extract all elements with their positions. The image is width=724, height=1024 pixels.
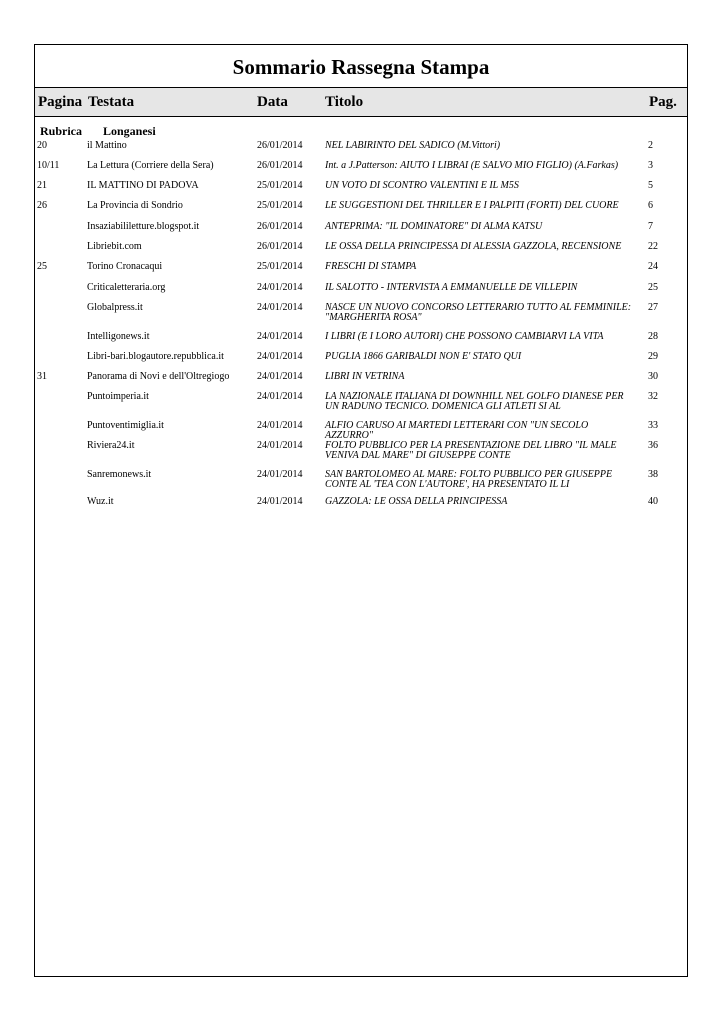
row-titolo: PUGLIA 1866 GARIBALDI NON E' STATO QUI <box>325 351 522 362</box>
row-data: 26/01/2014 <box>257 221 303 232</box>
row-data: 24/01/2014 <box>257 351 303 362</box>
row-testata: Libri-bari.blogautore.repubblica.it <box>87 351 224 362</box>
table-row <box>35 201 687 222</box>
row-titolo: NEL LABIRINTO DEL SADICO (M.Vittori) <box>325 140 501 151</box>
row-testata: Criticaletteraria.org <box>87 282 166 293</box>
row-titolo: ANTEPRIMA: "IL DOMINATORE" DI ALMA KATSU <box>325 221 543 232</box>
table-row <box>35 392 687 421</box>
row-data: 24/01/2014 <box>257 391 303 402</box>
table-row <box>35 372 687 392</box>
row-titolo: LA NAZIONALE ITALIANA DI DOWNHILL NEL GOLFO DIANESE PER UN RADUNO TECNICO. DOMENICA GLI ATLETI SI AL <box>325 391 624 412</box>
row-pag: 24 <box>648 261 658 272</box>
row-pag: 27 <box>648 302 658 313</box>
table-row <box>35 497 687 517</box>
rubrica-label: Rubrica <box>40 124 82 138</box>
row-pag: 28 <box>648 331 658 342</box>
table-row <box>35 262 687 283</box>
row-testata: Puntoventimiglia.it <box>87 420 164 431</box>
row-titolo: ALFIO CARUSO AI MARTEDI LETTERARI CON "UN SECOLO AZZURRO" <box>325 420 589 441</box>
row-testata: Globalpress.it <box>87 302 143 313</box>
header-data: Data <box>257 94 288 110</box>
row-titolo: I LIBRI (E I LORO AUTORI) CHE POSSONO CAMBIARVI LA VITA <box>325 331 604 342</box>
row-pag: 6 <box>648 200 653 211</box>
row-pag: 7 <box>648 221 653 232</box>
row-pagina: 26 <box>37 200 47 211</box>
rubrica-row <box>35 117 687 141</box>
table-header <box>35 88 687 117</box>
table-row <box>35 181 687 201</box>
table-row <box>35 242 687 262</box>
page-title: Sommario Rassegna Stampa <box>232 54 490 79</box>
row-pagina: 21 <box>37 180 47 191</box>
row-pag: 38 <box>648 469 658 480</box>
rubrica-value: Longanesi <box>103 124 156 138</box>
row-testata: Wuz.it <box>87 496 114 507</box>
row-titolo: UN VOTO DI SCONTRO VALENTINI E IL M5S <box>325 180 519 191</box>
row-testata: Torino Cronacaqui <box>87 261 163 272</box>
row-pagina: 25 <box>37 261 47 272</box>
row-pag: 40 <box>648 496 658 507</box>
header-testata: Testata <box>88 94 135 110</box>
article-list <box>35 141 687 517</box>
row-testata: Intelligonews.it <box>87 331 150 342</box>
row-titolo: IL SALOTTO - INTERVISTA A EMMANUELLE DE VILLEPIN <box>325 282 578 293</box>
table-row <box>35 141 687 161</box>
table-row <box>35 222 687 242</box>
row-testata: La Lettura (Corriere della Sera) <box>87 160 214 171</box>
row-pag: 30 <box>648 371 658 382</box>
row-titolo: NASCE UN NUOVO CONCORSO LETTERARIO TUTTO AL FEMMINILE: "MARGHERITA ROSA" <box>325 302 632 323</box>
row-data: 24/01/2014 <box>257 371 303 382</box>
row-titolo: LE OSSA DELLA PRINCIPESSA DI ALESSIA GAZZOLA, RECENSIONE <box>325 241 622 252</box>
row-pag: 29 <box>648 351 658 362</box>
row-data: 24/01/2014 <box>257 282 303 293</box>
header-titolo: Titolo <box>325 94 364 110</box>
row-testata: Insaziabililetture.blogspot.it <box>87 221 200 232</box>
row-titolo: LIBRI IN VETRINA <box>325 371 405 382</box>
row-pag: 5 <box>648 180 653 191</box>
table-row <box>35 303 687 332</box>
header-pag: Pag. <box>649 94 677 110</box>
row-testata: Libriebit.com <box>87 241 142 252</box>
table-row <box>35 283 687 303</box>
row-testata: IL MATTINO DI PADOVA <box>87 180 199 191</box>
table-row <box>35 352 687 372</box>
row-data: 24/01/2014 <box>257 469 303 480</box>
row-testata: Panorama di Novi e dell'Oltregiogo <box>87 371 230 382</box>
table-row <box>35 470 687 497</box>
row-pagina: 31 <box>37 371 47 382</box>
row-data: 24/01/2014 <box>257 302 303 313</box>
row-data: 25/01/2014 <box>257 200 303 211</box>
row-testata: il Mattino <box>87 140 127 151</box>
row-testata: Riviera24.it <box>87 440 135 451</box>
row-data: 24/01/2014 <box>257 496 303 507</box>
row-testata: La Provincia di Sondrio <box>87 200 183 211</box>
row-pag: 2 <box>648 140 653 151</box>
row-pag: 22 <box>648 241 658 252</box>
row-data: 26/01/2014 <box>257 160 303 171</box>
row-data: 24/01/2014 <box>257 420 303 431</box>
row-titolo: FRESCHI DI STAMPA <box>325 261 417 272</box>
row-titolo: FOLTO PUBBLICO PER LA PRESENTAZIONE DEL LIBRO "IL MALE VENIVA DAL MARE" DI GIUSEPPE CONTE <box>325 440 617 461</box>
row-pag: 33 <box>648 420 658 431</box>
table-row <box>35 421 687 441</box>
row-pag: 32 <box>648 391 658 402</box>
row-pag: 25 <box>648 282 658 293</box>
row-data: 25/01/2014 <box>257 261 303 272</box>
summary-frame <box>34 44 688 977</box>
row-data: 24/01/2014 <box>257 331 303 342</box>
row-pagina: 10/11 <box>37 160 60 171</box>
row-data: 25/01/2014 <box>257 180 303 191</box>
row-titolo: LE SUGGESTIONI DEL THRILLER E I PALPITI (FORTI) DEL CUORE <box>325 200 619 211</box>
header-pagina: Pagina <box>38 94 83 110</box>
row-pag: 36 <box>648 440 658 451</box>
row-titolo: GAZZOLA: LE OSSA DELLA PRINCIPESSA <box>325 496 508 507</box>
row-data: 26/01/2014 <box>257 241 303 252</box>
row-data: 24/01/2014 <box>257 440 303 451</box>
table-row <box>35 332 687 352</box>
title-row <box>35 45 687 88</box>
row-testata: Puntoimperia.it <box>87 391 149 402</box>
row-data: 26/01/2014 <box>257 140 303 151</box>
table-row <box>35 441 687 470</box>
row-titolo: SAN BARTOLOMEO AL MARE: FOLTO PUBBLICO PER GIUSEPPE CONTE AL 'TEA CON L'AUTORE', HA PRESENTATO IL LI <box>325 469 613 490</box>
row-pagina: 20 <box>37 140 47 151</box>
row-titolo: Int. a J.Patterson: AIUTO I LIBRAI (E SALVO MIO FIGLIO) (A.Farkas) <box>325 160 619 171</box>
row-testata: Sanremonews.it <box>87 469 152 480</box>
row-pag: 3 <box>648 160 653 171</box>
table-row <box>35 161 687 181</box>
